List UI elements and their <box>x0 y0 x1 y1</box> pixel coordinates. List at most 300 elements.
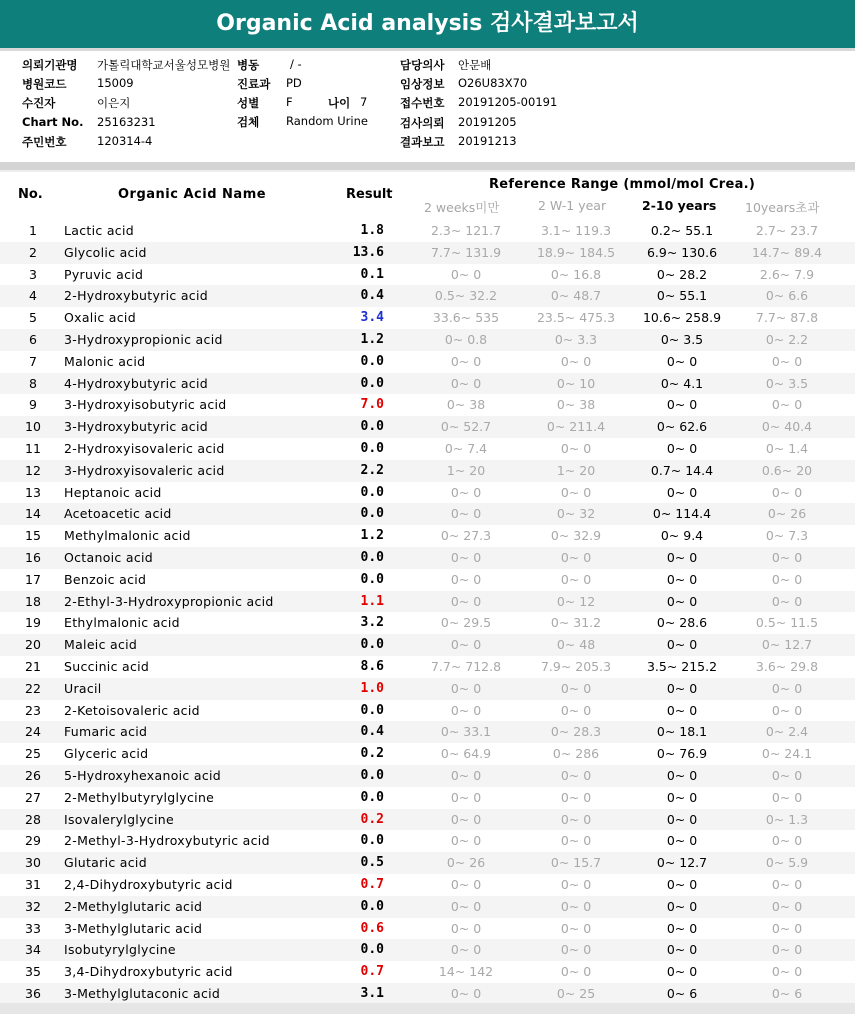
range-2-10y: 0~ 62.6 <box>656 419 708 435</box>
acid-name: Malonic acid <box>64 353 146 369</box>
range-over-10y: 0~ 24.1 <box>761 746 813 762</box>
range-2-10y: 0~ 0 <box>666 680 698 696</box>
table-row <box>0 264 855 286</box>
range-over-10y: 0~ 2.4 <box>765 724 809 740</box>
range-over-10y: 0~ 0 <box>771 833 803 849</box>
result-value: 13.6 <box>352 244 384 260</box>
result-value: 0.6 <box>360 920 384 936</box>
result-value: 1.2 <box>360 332 384 347</box>
range-2w-1y: 0~ 286 <box>552 746 600 762</box>
result-value: 1.8 <box>360 223 384 238</box>
range-2-10y: 0~ 0 <box>666 593 698 609</box>
row-number: 19 <box>25 615 41 631</box>
range-under-2-weeks: 0~ 0 <box>450 484 482 500</box>
table-row <box>0 918 855 940</box>
acid-name: Succinic acid <box>64 659 150 674</box>
result-value: 1.0 <box>360 680 384 696</box>
column-header-name: Organic Acid Name <box>118 187 267 202</box>
row-number: 27 <box>25 789 41 805</box>
info-label-doctor: 담당의사 <box>400 58 445 72</box>
acid-name: Lactic acid <box>64 223 134 238</box>
column-header-result: Result <box>346 187 393 202</box>
info-value-sex: F <box>286 95 293 109</box>
range-2w-1y: 0~ 0 <box>560 920 592 936</box>
info-value-request: 20191205 <box>458 115 517 129</box>
range-under-2-weeks: 0~ 0 <box>450 375 482 391</box>
table-row <box>0 983 855 1005</box>
range-under-2-weeks: 2.3~ 121.7 <box>430 223 502 238</box>
result-value: 0.0 <box>360 789 384 805</box>
range-2-10y: 0~ 0 <box>666 441 698 456</box>
info-value-age: 7 <box>360 95 368 109</box>
range-2-10y: 0~ 0 <box>666 768 698 783</box>
result-value: 0.0 <box>360 768 384 783</box>
acid-name: 3-Hydroxybutyric acid <box>64 419 208 435</box>
result-value: 2.2 <box>360 462 384 478</box>
range-under-2-weeks: 0~ 52.7 <box>440 419 492 435</box>
table-row <box>0 373 855 395</box>
acid-name: Ethylmalonic acid <box>64 615 180 631</box>
range-2-10y: 0~ 0 <box>666 702 698 718</box>
range-over-10y: 0.5~ 11.5 <box>755 615 819 631</box>
range-under-2-weeks: 0~ 0 <box>450 768 482 783</box>
range-2-10y: 0~ 114.4 <box>652 506 712 522</box>
range-under-2-weeks: 0~ 0 <box>450 680 482 696</box>
range-header-2w-1y: 2 W-1 year <box>538 198 607 213</box>
acid-name: Uracil <box>64 680 102 696</box>
table-row <box>0 394 855 416</box>
range-2-10y: 0~ 18.1 <box>656 724 708 740</box>
table-row <box>0 765 855 787</box>
info-value-report: 20191213 <box>458 134 517 148</box>
row-number: 14 <box>25 506 41 522</box>
range-under-2-weeks: 0~ 0 <box>450 898 482 914</box>
range-over-10y: 0~ 0 <box>771 898 803 914</box>
acid-name: Glyceric acid <box>64 746 149 762</box>
title-divider <box>0 48 855 51</box>
range-over-10y: 3.6~ 29.8 <box>755 659 819 674</box>
row-number: 23 <box>25 702 41 718</box>
result-value: 0.5 <box>360 855 384 871</box>
range-2-10y: 0~ 0 <box>666 898 698 914</box>
range-2w-1y: 3.1~ 119.3 <box>540 223 612 238</box>
range-over-10y: 0~ 6.6 <box>765 288 809 304</box>
range-2w-1y: 18.9~ 184.5 <box>536 244 616 260</box>
acid-name: Isobutyrylglycine <box>64 942 176 958</box>
acid-name: 2-Methylbutyrylglycine <box>64 789 215 805</box>
acid-name: Methylmalonic acid <box>64 528 191 544</box>
range-2w-1y: 0~ 0 <box>560 811 592 827</box>
info-value-patient: 이은지 <box>97 96 131 110</box>
acid-name: 2-Ketoisovaleric acid <box>64 702 200 718</box>
range-2w-1y: 0~ 48 <box>556 637 596 653</box>
range-over-10y: 7.7~ 87.8 <box>755 310 819 326</box>
result-value: 0.0 <box>360 419 384 435</box>
range-2w-1y: 0~ 3.3 <box>554 332 598 347</box>
range-2w-1y: 0~ 0 <box>560 571 592 587</box>
row-number: 28 <box>25 811 41 827</box>
result-value: 3.1 <box>360 986 384 1001</box>
range-under-2-weeks: 0~ 27.3 <box>440 528 492 544</box>
acid-name: 2-Ethyl-3-Hydroxypropionic acid <box>64 593 274 609</box>
acid-name: 3-Methylglutaconic acid <box>64 986 221 1001</box>
range-2-10y: 0~ 9.4 <box>660 528 704 544</box>
result-value: 7.0 <box>360 397 384 413</box>
table-row <box>0 351 855 373</box>
range-over-10y: 14.7~ 89.4 <box>751 244 823 260</box>
result-value: 0.0 <box>360 942 384 958</box>
row-number: 3 <box>29 266 37 282</box>
range-over-10y: 0~ 0 <box>771 920 803 936</box>
range-2-10y: 0~ 28.2 <box>656 266 708 282</box>
info-label-sex: 성별 <box>237 96 260 110</box>
range-2w-1y: 23.5~ 475.3 <box>536 310 616 326</box>
range-under-2-weeks: 0~ 0 <box>450 877 482 892</box>
range-2w-1y: 0~ 0 <box>560 768 592 783</box>
acid-name: Heptanoic acid <box>64 484 162 500</box>
range-2w-1y: 0~ 48.7 <box>550 288 602 304</box>
result-value: 0.0 <box>360 550 384 565</box>
range-2-10y: 0~ 0 <box>666 571 698 587</box>
result-value: 0.2 <box>360 746 384 762</box>
range-2w-1y: 0~ 211.4 <box>546 419 606 435</box>
range-2w-1y: 0~ 38 <box>556 397 596 413</box>
range-header-under-2-weeks: 2 weeks미만 <box>424 200 500 215</box>
row-number: 33 <box>25 920 41 936</box>
range-2-10y: 0~ 0 <box>666 811 698 827</box>
range-over-10y: 0~ 0 <box>771 877 803 892</box>
result-value: 0.0 <box>360 441 384 456</box>
range-2-10y: 0~ 0 <box>666 920 698 936</box>
range-2-10y: 0~ 0 <box>666 353 698 369</box>
row-number: 31 <box>25 877 41 892</box>
range-2w-1y: 0~ 25 <box>556 986 596 1001</box>
row-number: 35 <box>25 964 41 980</box>
acid-name: Glutaric acid <box>64 855 147 871</box>
result-value: 1.2 <box>360 528 384 544</box>
range-2w-1y: 0~ 0 <box>560 353 592 369</box>
table-row <box>0 721 855 743</box>
range-under-2-weeks: 0~ 0 <box>450 702 482 718</box>
acid-name: 3-Methylglutaric acid <box>64 920 203 936</box>
range-2-10y: 3.5~ 215.2 <box>646 659 718 674</box>
range-2-10y: 0~ 0 <box>666 484 698 500</box>
info-label-department: 진료과 <box>237 77 271 91</box>
info-value-institution: 가톨릭대학교서울성모병원 <box>97 58 231 72</box>
row-number: 9 <box>29 397 37 413</box>
range-under-2-weeks: 7.7~ 131.9 <box>430 244 502 260</box>
result-value: 0.7 <box>360 964 384 980</box>
range-2w-1y: 0~ 0 <box>560 789 592 805</box>
range-under-2-weeks: 0~ 33.1 <box>440 724 492 740</box>
range-2-10y: 0~ 76.9 <box>656 746 708 762</box>
row-number: 24 <box>25 724 41 740</box>
info-value-department: PD <box>286 76 302 90</box>
range-over-10y: 0~ 0 <box>771 397 803 413</box>
range-under-2-weeks: 0~ 29.5 <box>440 615 492 631</box>
result-value: 0.0 <box>360 375 384 391</box>
range-2w-1y: 0~ 16.8 <box>550 266 602 282</box>
result-value: 0.7 <box>360 877 384 892</box>
range-over-10y: 2.6~ 7.9 <box>759 266 815 282</box>
table-row <box>0 307 855 329</box>
result-value: 0.0 <box>360 506 384 522</box>
row-number: 15 <box>25 528 41 544</box>
row-number: 29 <box>25 833 41 849</box>
column-header-reference: Reference Range (mmol/mol Crea.) <box>489 177 756 192</box>
range-under-2-weeks: 0~ 0 <box>450 942 482 958</box>
range-over-10y: 0.6~ 20 <box>761 462 813 478</box>
table-row <box>0 547 855 569</box>
acid-name: Acetoacetic acid <box>64 506 172 522</box>
row-number: 34 <box>25 942 41 958</box>
table-row <box>0 569 855 591</box>
range-under-2-weeks: 0~ 0 <box>450 811 482 827</box>
range-over-10y: 0~ 1.4 <box>765 441 809 456</box>
table-row <box>0 961 855 983</box>
acid-name: Isovalerylglycine <box>64 811 174 827</box>
range-2-10y: 0~ 0 <box>666 550 698 565</box>
info-value-specimen: Random Urine <box>286 114 368 128</box>
range-over-10y: 0~ 7.3 <box>765 528 809 544</box>
result-value: 0.0 <box>360 571 384 587</box>
acid-name: Fumaric acid <box>64 724 148 740</box>
result-value: 0.0 <box>360 833 384 849</box>
row-number: 6 <box>29 332 37 347</box>
table-row <box>0 285 855 307</box>
range-over-10y: 0~ 12.7 <box>761 637 813 653</box>
range-under-2-weeks: 1~ 20 <box>446 462 486 478</box>
table-row <box>0 242 855 264</box>
range-under-2-weeks: 0~ 0 <box>450 353 482 369</box>
table-row <box>0 416 855 438</box>
range-over-10y: 0~ 0 <box>771 942 803 958</box>
section-divider-light <box>0 170 855 172</box>
table-row <box>0 874 855 896</box>
acid-name: Glycolic acid <box>64 244 147 260</box>
range-over-10y: 0~ 0 <box>771 550 803 565</box>
table-row <box>0 743 855 765</box>
range-under-2-weeks: 0~ 0 <box>450 506 482 522</box>
range-over-10y: 0~ 0 <box>771 680 803 696</box>
range-2-10y: 0~ 0 <box>666 942 698 958</box>
table-row <box>0 939 855 961</box>
row-number: 21 <box>25 659 41 674</box>
range-under-2-weeks: 0~ 0 <box>450 593 482 609</box>
result-value: 0.0 <box>360 484 384 500</box>
range-over-10y: 0~ 26 <box>767 506 807 522</box>
result-value: 0.0 <box>360 353 384 369</box>
result-value: 1.1 <box>360 593 384 609</box>
column-header-no: No. <box>18 187 43 202</box>
table-row <box>0 656 855 678</box>
range-2w-1y: 0~ 0 <box>560 441 592 456</box>
range-2w-1y: 0~ 15.7 <box>550 855 602 871</box>
range-under-2-weeks: 0~ 0 <box>450 571 482 587</box>
acid-name: 2-Hydroxybutyric acid <box>64 288 208 304</box>
info-label-request: 검사의뢰 <box>400 116 445 130</box>
range-2-10y: 6.9~ 130.6 <box>646 244 718 260</box>
range-2-10y: 0~ 3.5 <box>660 332 704 347</box>
range-2-10y: 0~ 28.6 <box>656 615 708 631</box>
range-2-10y: 0~ 55.1 <box>656 288 708 304</box>
row-number: 16 <box>25 550 41 565</box>
range-under-2-weeks: 14~ 142 <box>438 964 494 980</box>
range-2-10y: 0~ 0 <box>666 789 698 805</box>
row-number: 25 <box>25 746 41 762</box>
info-value-chart: 25163231 <box>97 115 156 129</box>
info-label-specimen: 검체 <box>237 115 260 129</box>
row-number: 32 <box>25 898 41 914</box>
info-value-hospital-code: 15009 <box>97 76 134 90</box>
range-2-10y: 0~ 0 <box>666 833 698 849</box>
range-under-2-weeks: 0~ 64.9 <box>440 746 492 762</box>
table-row <box>0 830 855 852</box>
range-over-10y: 0~ 0 <box>771 789 803 805</box>
range-over-10y: 0~ 40.4 <box>761 419 813 435</box>
table-row <box>0 612 855 634</box>
range-under-2-weeks: 0~ 0 <box>450 789 482 805</box>
range-2w-1y: 0~ 0 <box>560 898 592 914</box>
table-row <box>0 678 855 700</box>
info-value-doctor: 안문배 <box>458 58 492 72</box>
result-value: 0.0 <box>360 898 384 914</box>
bottom-bar <box>0 1003 855 1014</box>
table-row <box>0 329 855 351</box>
range-under-2-weeks: 0~ 0 <box>450 833 482 849</box>
row-number: 2 <box>29 244 37 260</box>
info-label-hospital-code: 병원코드 <box>22 77 67 91</box>
result-value: 0.4 <box>360 288 384 304</box>
acid-name: Oxalic acid <box>64 310 136 326</box>
acid-name: 2-Methylglutaric acid <box>64 898 203 914</box>
row-number: 1 <box>29 223 37 238</box>
result-value: 0.2 <box>360 811 384 827</box>
row-number: 17 <box>25 571 41 587</box>
range-2w-1y: 0~ 0 <box>560 680 592 696</box>
result-value: 0.0 <box>360 637 384 653</box>
range-over-10y: 0~ 5.9 <box>765 855 809 871</box>
table-row <box>0 591 855 613</box>
range-over-10y: 2.7~ 23.7 <box>755 223 819 238</box>
range-2w-1y: 0~ 32.9 <box>550 528 602 544</box>
row-number: 10 <box>25 419 41 435</box>
range-2w-1y: 0~ 32 <box>556 506 596 522</box>
range-over-10y: 0~ 0 <box>771 571 803 587</box>
row-number: 22 <box>25 680 41 696</box>
row-number: 26 <box>25 768 41 783</box>
range-2w-1y: 7.9~ 205.3 <box>540 659 612 674</box>
range-over-10y: 0~ 6 <box>771 986 803 1001</box>
range-2-10y: 0~ 0 <box>666 964 698 980</box>
range-2-10y: 0~ 6 <box>666 986 698 1001</box>
range-under-2-weeks: 7.7~ 712.8 <box>430 659 502 674</box>
row-number: 13 <box>25 484 41 500</box>
acid-name: Maleic acid <box>64 637 138 653</box>
range-2w-1y: 0~ 28.3 <box>550 724 602 740</box>
result-value: 0.1 <box>360 266 384 282</box>
range-2w-1y: 0~ 31.2 <box>550 615 602 631</box>
row-number: 18 <box>25 593 41 609</box>
row-number: 12 <box>25 462 41 478</box>
acid-name: 2-Methyl-3-Hydroxybutyric acid <box>64 833 270 849</box>
range-under-2-weeks: 0~ 0 <box>450 550 482 565</box>
acid-name: 3-Hydroxyisovaleric acid <box>64 462 225 478</box>
range-over-10y: 0~ 0 <box>771 964 803 980</box>
range-under-2-weeks: 0~ 0 <box>450 986 482 1001</box>
range-under-2-weeks: 0~ 0.8 <box>444 332 488 347</box>
range-2w-1y: 0~ 0 <box>560 484 592 500</box>
table-row <box>0 220 855 242</box>
row-number: 8 <box>29 375 37 391</box>
range-over-10y: 0~ 0 <box>771 768 803 783</box>
row-number: 7 <box>29 353 37 369</box>
range-under-2-weeks: 0~ 0 <box>450 637 482 653</box>
range-2w-1y: 0~ 0 <box>560 942 592 958</box>
row-number: 5 <box>29 310 37 326</box>
range-2w-1y: 0~ 10 <box>556 375 596 391</box>
acid-name: 2-Hydroxyisovaleric acid <box>64 441 225 456</box>
acid-name: Octanoic acid <box>64 550 154 565</box>
range-under-2-weeks: 0~ 0 <box>450 920 482 936</box>
range-2w-1y: 0~ 0 <box>560 702 592 718</box>
result-value: 0.0 <box>360 702 384 718</box>
row-number: 30 <box>25 855 41 871</box>
report-title: Organic Acid analysis 검사결과보고서 <box>0 0 855 48</box>
row-number: 36 <box>25 986 41 1001</box>
range-under-2-weeks: 0~ 0 <box>450 266 482 282</box>
info-label-accession: 접수번호 <box>400 96 445 110</box>
range-2-10y: 0.7~ 14.4 <box>650 462 714 478</box>
row-number: 20 <box>25 637 41 653</box>
acid-name: 3-Hydroxypropionic acid <box>64 332 223 347</box>
patient-info <box>0 55 855 163</box>
range-over-10y: 0~ 0 <box>771 702 803 718</box>
result-value: 0.4 <box>360 724 384 740</box>
range-over-10y: 0~ 3.5 <box>765 375 809 391</box>
range-2w-1y: 0~ 0 <box>560 964 592 980</box>
table-row <box>0 896 855 918</box>
info-value-clinical: O26U83X70 <box>458 76 528 90</box>
range-over-10y: 0~ 1.3 <box>765 811 809 827</box>
info-label-age: 나이 <box>328 96 351 110</box>
table-row <box>0 809 855 831</box>
range-under-2-weeks: 0~ 26 <box>446 855 486 871</box>
info-value-ward: / - <box>290 57 302 71</box>
acid-name: 2,4-Dihydroxybutyric acid <box>64 877 233 892</box>
range-2-10y: 0.2~ 55.1 <box>650 223 714 238</box>
table-row <box>0 852 855 874</box>
range-over-10y: 0~ 0 <box>771 593 803 609</box>
info-label-institution: 의뢰기관명 <box>22 58 78 72</box>
range-2w-1y: 0~ 0 <box>560 550 592 565</box>
section-divider <box>0 162 855 170</box>
range-2-10y: 0~ 0 <box>666 637 698 653</box>
info-label-report: 결과보고 <box>400 135 445 149</box>
table-row <box>0 634 855 656</box>
info-label-patient: 수진자 <box>22 96 56 110</box>
range-under-2-weeks: 0~ 7.4 <box>444 441 488 456</box>
range-under-2-weeks: 33.6~ 535 <box>432 310 500 326</box>
acid-name: 4-Hydroxybutyric acid <box>64 375 208 391</box>
table-row <box>0 525 855 547</box>
acid-name: 3-Hydroxyisobutyric acid <box>64 397 227 413</box>
info-label-ward: 병동 <box>237 58 260 72</box>
acid-name: Benzoic acid <box>64 571 147 587</box>
range-header-over-10y: 10years초과 <box>745 200 820 215</box>
range-header-2-10y: 2-10 years <box>642 198 717 213</box>
info-label-chart: Chart No. <box>22 115 84 129</box>
